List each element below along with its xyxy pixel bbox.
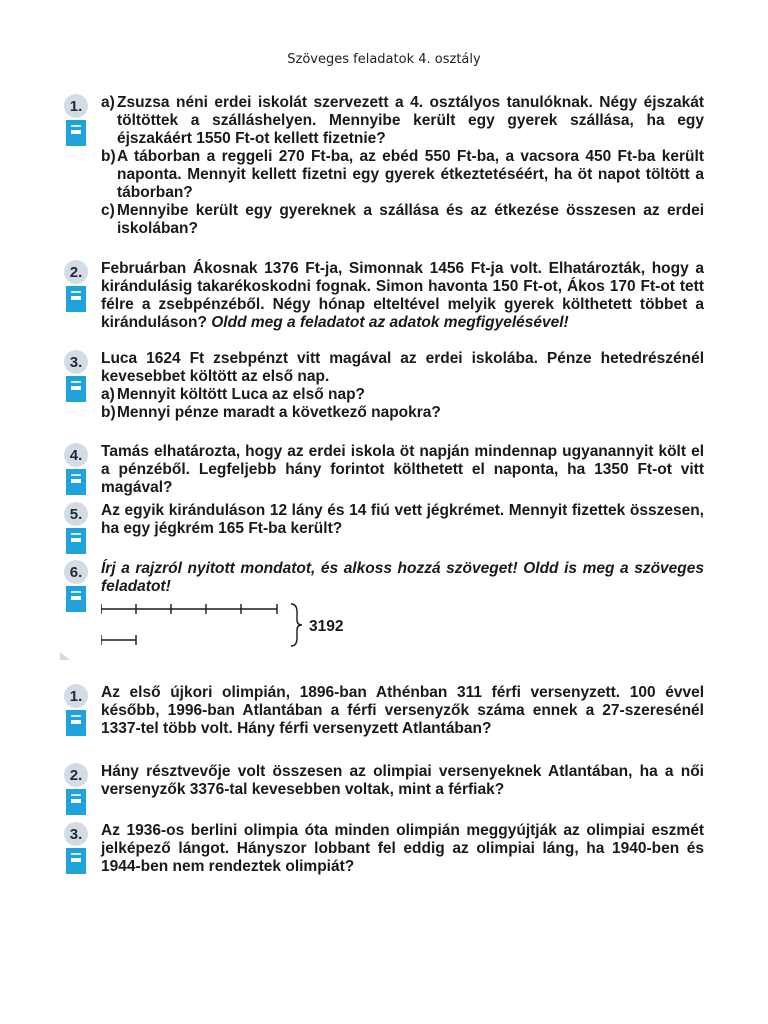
task-instruction: Oldd meg a feladatot az adatok megfigyelésével!	[211, 314, 569, 331]
task-body: Az első újkori olimpián, 1896-ban Athénban 311 férfi versenyzett. 100 évvel később, 1996-ban Atlantában a férfi versenyzők száma ennek a 27-szeresénél 1337-tel több volt. Hány férfi versenyzett Atlantában?	[101, 684, 704, 737]
worksheet-icon[interactable]	[66, 789, 86, 815]
subtask-text: Mennyi pénze maradt a következő napokra?	[117, 404, 441, 421]
worksheet-icon[interactable]	[66, 286, 86, 312]
task-body: Februárban Ákosnak 1376 Ft-ja, Simonnak 1456 Ft-ja volt. Elhatározták, hogy a kirándulásig takarékoskodni fognak. Simon havonta 150 Ft-ot, Ákos 170 Ft-ot tett félre a zsebpénzéből. Négy hónap elteltével melyik gyerek költhetett többet a kiránduláson?	[101, 260, 704, 331]
subtask-text: A táborban a reggeli 270 Ft-ba, az ebéd 550 Ft-ba, a vacsora 450 Ft-ba került naponta. Mennyit kellett fizetni egy gyerek étkeztetéséért, ha öt napot töltött a táborban?	[117, 148, 704, 201]
task-text	[101, 763, 704, 799]
task-body: Tamás elhatározta, hogy az erdei iskola öt napján mindennap ugyanannyit költ el a pénzéből. Legfeljebb hány forintot költhetett el naponta, ha 1350 Ft-ot vitt magával?	[101, 443, 704, 496]
subtask-label: b)	[101, 148, 116, 165]
task-text	[101, 502, 704, 538]
task-number-badge: 5.	[64, 502, 88, 526]
subtask-label: b)	[101, 404, 116, 421]
task-number-badge: 1.	[64, 684, 88, 708]
page-title: Szöveges feladatok 4. osztály	[287, 52, 481, 67]
task-number-badge: 3.	[64, 822, 88, 846]
subtask-label: a)	[101, 94, 115, 111]
task-number-badge: 6.	[64, 560, 88, 584]
task-body: Hány résztvevője volt összesen az olimpiai versenyeknek Atlantában, ha a női versenyzők 3376-tal kevesebben voltak, mint a férfiak?	[101, 763, 704, 798]
subtask-text: Zsuzsa néni erdei iskolát szervezett a 4. osztályos tanulóknak. Négy éjszakát töltöttek a szálláshelyen. Mennyibe került egy gyerek szállása, ha egy éjszakáért 1550 Ft-ot kellett fizetnie?	[117, 94, 704, 147]
diagram-total: 3192	[309, 618, 344, 635]
worksheet-icon[interactable]	[66, 120, 86, 146]
task-body: Luca 1624 Ft zsebpénzt vitt magával az erdei iskolába. Pénze hetedrészénél kevesebbet költött az első nap.	[101, 350, 704, 385]
subtask-text: Mennyit költött Luca az első nap?	[117, 386, 366, 403]
task-text	[101, 94, 704, 238]
task-number-badge: 4.	[64, 443, 88, 467]
worksheet-icon[interactable]	[66, 848, 86, 874]
task-number-badge: 2.	[64, 260, 88, 284]
worksheet-icon[interactable]	[66, 376, 86, 402]
task-number-badge: 3.	[64, 350, 88, 374]
task-text	[101, 443, 704, 497]
subtask-label: a)	[101, 386, 115, 403]
task-number-badge: 1.	[64, 94, 88, 118]
subtask-label: c)	[101, 202, 115, 219]
task-number-badge: 2.	[64, 763, 88, 787]
segment-diagram	[101, 600, 401, 650]
task-text	[101, 822, 704, 876]
task-text	[101, 684, 704, 738]
subtask-text: Mennyibe került egy gyereknek a szállása és az étkezése összesen az erdei iskolában?	[117, 202, 704, 237]
worksheet-icon[interactable]	[66, 469, 86, 495]
task-text	[101, 350, 704, 422]
task-instruction: Írj a rajzról nyitott mondatot, és alkoss hozzá szöveget! Oldd is meg a szöveges feladatot!	[101, 560, 704, 595]
worksheet-icon[interactable]	[66, 528, 86, 554]
task-body: Az 1936-os berlini olimpia óta minden olimpián meggyújtják az olimpiai eszmét jelképező lángot. Hányszor lobbant fel eddig az olimpiai láng, ha 1940-ben és 1944-ben nem rendeztek olimpiát?	[101, 822, 704, 875]
curly-brace	[291, 604, 302, 646]
worksheet-icon[interactable]	[66, 586, 86, 612]
worksheet-icon[interactable]	[66, 710, 86, 736]
corner-marker	[60, 652, 70, 660]
task-text	[101, 560, 704, 596]
task-text	[101, 260, 704, 332]
task-body: Az egyik kiránduláson 12 lány és 14 fiú vett jégkrémet. Mennyit fizettek összesen, ha egy jégkrém 165 Ft-ba került?	[101, 502, 704, 537]
